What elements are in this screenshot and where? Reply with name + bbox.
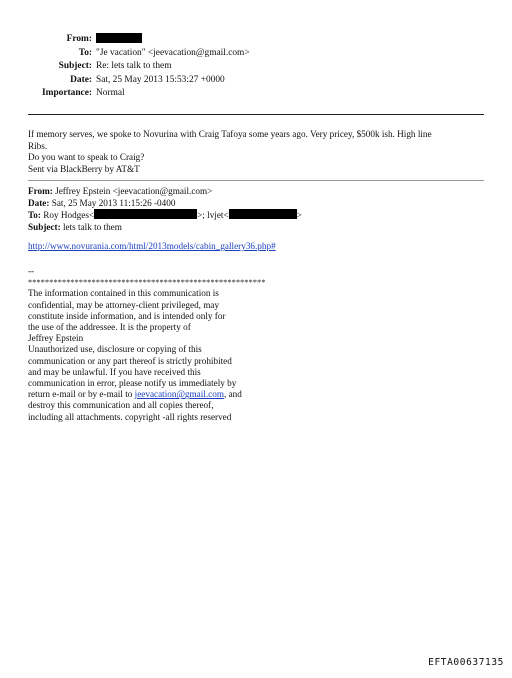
date-label: Date: [70,74,92,85]
cabin-gallery-link[interactable]: http://www.novurania.com/html/2013models/cabin_gallery36.php# [28,241,276,251]
reply-line: Ribs. [28,140,48,151]
fwd-to-value-mid: >; lvjet< [197,210,229,220]
fwd-to-row [28,209,498,222]
disclaimer-line: destroy this communication and all copies thereof, [28,400,214,411]
date-value: Sat, 25 May 2013 15:53:27 +0000 [96,74,225,85]
bates-number: EFTA00637135 [428,657,504,668]
subject-label: Subject: [58,61,92,71]
fwd-to-value-end: > [296,210,302,220]
from-value [96,33,142,48]
disclaimer-line: Jeffrey Epstein [28,333,84,344]
fwd-to-value-start: Roy Hodges< [43,210,95,220]
header-divider [28,114,484,115]
disclaimer [28,266,498,423]
disclaimer-line: communication in error, please notify us immediately by [28,378,237,389]
disclaimer-line: Unauthorized use, disclosure or copying of this [28,344,202,355]
fwd-subject-label: Subject: [28,221,61,232]
disclaimer-line: constitute inside information, and is intended only for [28,310,226,321]
email-link[interactable]: jeevacation@gmail.com [134,389,224,400]
disclaimer-line: The information contained in this communication is [28,288,219,299]
to-row [0,47,512,61]
fwd-from-row [28,186,498,198]
star-separator: ******************************************************** [28,278,266,288]
email-line-pre: return e-mail or by e-mail to [28,389,135,400]
from-label: From: [66,34,92,44]
redaction-box [229,209,297,219]
fwd-date-value: Sat, 25 May 2013 11:15:26 -0400 [51,197,176,208]
fwd-date-row [28,198,498,210]
reply-line: Do you want to speak to Craig? [28,152,145,162]
subject-row [0,60,512,74]
disclaimer-line: and may be unlawful. If you have received this [28,366,201,377]
fwd-to-label: To: [28,210,41,220]
to-label: To: [78,47,92,58]
redaction-box [96,33,142,43]
fwd-date-label: Date: [28,197,50,208]
disclaimer-line: confidential, may be attorney-client privileged, may [28,299,220,310]
disclaimer-line: communication or any part thereof is strictly prohibited [28,355,232,366]
reply-line: If memory serves, we spoke to Novurina with Craig Tafoya some years ago. Very pricey, $500k ish. High line [28,129,432,139]
disclaimer-email-line [28,389,498,400]
disclaimer-line: the use of the addressee. It is the property of [28,322,191,333]
importance-value: Normal [96,88,125,98]
fwd-from-value: Jeffrey Epstein <jeevacation@gmail.com> [55,186,213,196]
disclaimer-line: including all attachments. copyright -all rights reserved [28,411,232,422]
importance-label: Importance: [42,88,92,98]
from-row [0,33,512,47]
email-line-post: , and [223,389,242,400]
fwd-from-label: From: [28,186,53,196]
reply-body [28,129,498,175]
subject-value: Re: lets talk to them [96,61,172,71]
date-row [0,74,512,88]
to-value: "Je vacation" <jeevacation@gmail.com> [96,47,250,58]
redaction-box [94,209,197,219]
fwd-subject-row [28,222,498,234]
signature-dashes: -- [28,266,35,276]
forwarded-header [28,186,498,233]
quote-divider [28,180,484,181]
email-header [0,33,512,101]
reply-line: Sent via BlackBerry by AT&T [28,163,140,174]
fwd-subject-value: lets talk to them [62,221,122,232]
importance-row [0,87,512,101]
